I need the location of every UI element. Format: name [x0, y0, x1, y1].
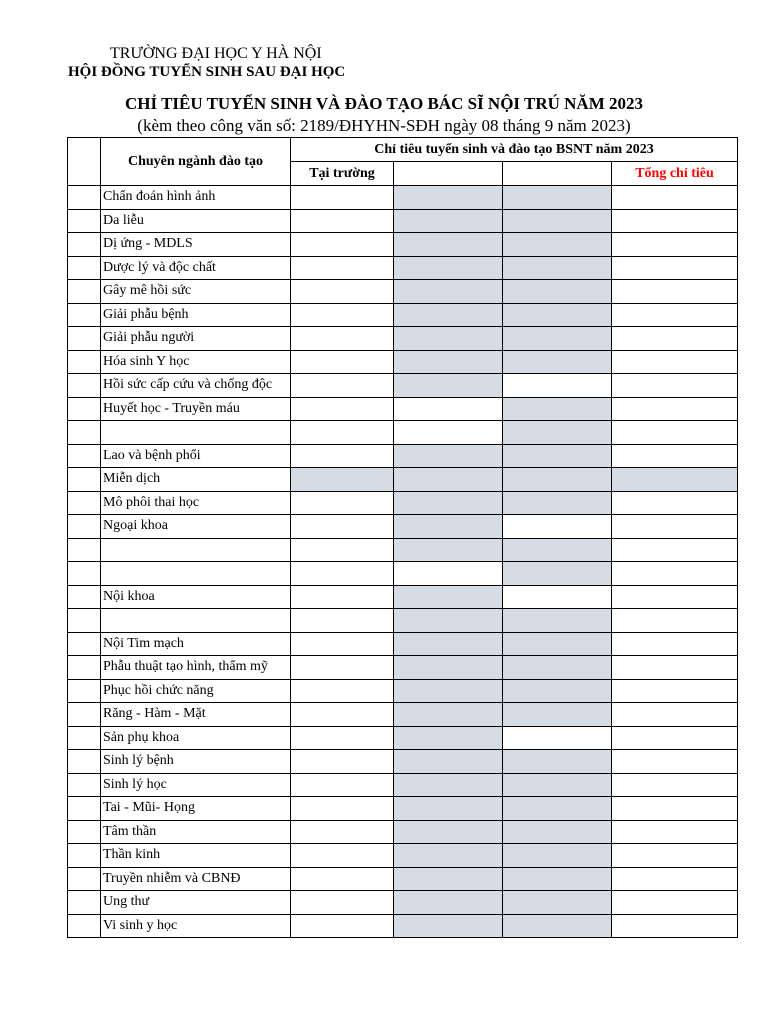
major-name-cell: Tai - Mũi- Họng	[101, 797, 291, 821]
index-cell	[68, 844, 101, 868]
at-school-cell	[291, 538, 394, 562]
table-row	[68, 280, 738, 304]
table-row	[68, 656, 738, 680]
quota-cell	[503, 303, 612, 327]
table-row	[68, 844, 738, 868]
table-row	[68, 397, 738, 421]
major-name-cell: Phẫu thuật tạo hình, thẩm mỹ	[101, 656, 291, 680]
index-cell	[68, 726, 101, 750]
table-row	[68, 679, 738, 703]
major-name-cell	[101, 538, 291, 562]
group-header: Chỉ tiêu tuyển sinh và đào tạo BSNT năm 2023	[291, 138, 738, 162]
quota-cell	[394, 797, 503, 821]
at-school-cell	[291, 632, 394, 656]
quota-cell	[394, 844, 503, 868]
quota-cell	[394, 703, 503, 727]
index-cell	[68, 303, 101, 327]
table-row	[68, 914, 738, 938]
quota-cell	[503, 844, 612, 868]
at-school-cell	[291, 350, 394, 374]
major-name-cell: Hồi sức cấp cứu và chống độc	[101, 374, 291, 398]
major-name-cell: Truyền nhiễm và CBNĐ	[101, 867, 291, 891]
council-name: HỘI ĐỒNG TUYỂN SINH SAU ĐẠI HỌC	[68, 64, 346, 80]
table-row	[68, 233, 738, 257]
quota-cell	[394, 468, 503, 492]
at-school-cell	[291, 303, 394, 327]
quota-cell	[394, 491, 503, 515]
major-name-cell: Gây mê hồi sức	[101, 280, 291, 304]
quota-cell	[503, 726, 612, 750]
at-school-cell	[291, 773, 394, 797]
quota-cell	[394, 750, 503, 774]
index-cell	[68, 444, 101, 468]
major-name-cell: Sản phụ khoa	[101, 726, 291, 750]
index-cell	[68, 750, 101, 774]
quota-cell	[394, 773, 503, 797]
quota-cell	[503, 421, 612, 445]
quota-cell	[503, 632, 612, 656]
document-subtitle: (kèm theo công văn số: 2189/ĐHYHN-SĐH ngày 08 tháng 9 năm 2023)	[137, 116, 631, 135]
major-name-cell: Thần kinh	[101, 844, 291, 868]
total-quota-cell	[612, 374, 738, 398]
quota-cell	[503, 397, 612, 421]
at-school-cell	[291, 491, 394, 515]
table-row	[68, 797, 738, 821]
quota-cell	[503, 820, 612, 844]
major-name-cell	[101, 609, 291, 633]
major-name-cell: Phục hồi chức năng	[101, 679, 291, 703]
at-school-cell	[291, 468, 394, 492]
quota-cell	[394, 350, 503, 374]
at-school-cell	[291, 703, 394, 727]
major-name-cell: Giải phẫu bệnh	[101, 303, 291, 327]
index-cell	[68, 327, 101, 351]
total-quota-cell	[612, 186, 738, 210]
total-quota-cell	[612, 797, 738, 821]
major-name-cell: Miễn dịch	[101, 468, 291, 492]
quota-cell	[394, 374, 503, 398]
index-cell	[68, 632, 101, 656]
quota-cell	[503, 656, 612, 680]
table-row	[68, 256, 738, 280]
quota-cell	[394, 609, 503, 633]
index-cell	[68, 468, 101, 492]
table-row	[68, 703, 738, 727]
at-school-cell	[291, 374, 394, 398]
quota-cell	[503, 703, 612, 727]
quota-cell	[503, 867, 612, 891]
table-row	[68, 726, 738, 750]
quota-cell	[503, 750, 612, 774]
total-quota-cell	[612, 327, 738, 351]
table-row	[68, 186, 738, 210]
major-name-cell: Tâm thần	[101, 820, 291, 844]
index-cell	[68, 374, 101, 398]
at-school-cell	[291, 397, 394, 421]
index-cell	[68, 562, 101, 586]
quota-cell	[503, 350, 612, 374]
index-cell	[68, 609, 101, 633]
index-cell	[68, 350, 101, 374]
at-school-cell	[291, 609, 394, 633]
index-cell	[68, 209, 101, 233]
total-quota-cell	[612, 679, 738, 703]
major-name-cell	[101, 562, 291, 586]
index-cell	[68, 397, 101, 421]
table-body	[68, 186, 738, 938]
total-quota-cell	[612, 562, 738, 586]
major-name-cell: Nội khoa	[101, 585, 291, 609]
index-cell	[68, 703, 101, 727]
major-name-cell: Hóa sinh Y học	[101, 350, 291, 374]
total-quota-cell	[612, 867, 738, 891]
major-name-cell: Nội Tim mạch	[101, 632, 291, 656]
at-school-cell	[291, 256, 394, 280]
index-cell	[68, 186, 101, 210]
index-header	[68, 138, 101, 186]
table-row	[68, 773, 738, 797]
quota-cell	[394, 656, 503, 680]
quota-cell	[394, 515, 503, 539]
at-school-cell	[291, 891, 394, 915]
major-name-cell: Lao và bệnh phổi	[101, 444, 291, 468]
at-school-cell	[291, 562, 394, 586]
table-row	[68, 209, 738, 233]
table-row	[68, 585, 738, 609]
major-name-cell: Huyết học - Truyền máu	[101, 397, 291, 421]
quota-cell	[394, 585, 503, 609]
quota-cell	[394, 421, 503, 445]
index-cell	[68, 797, 101, 821]
at-school-cell	[291, 844, 394, 868]
quota-col-header	[394, 162, 503, 186]
quota-cell	[394, 562, 503, 586]
major-name-cell: Da liễu	[101, 209, 291, 233]
at-school-cell	[291, 797, 394, 821]
at-school-cell	[291, 209, 394, 233]
table-row	[68, 327, 738, 351]
quota-cell	[503, 468, 612, 492]
quota-cell	[394, 186, 503, 210]
quota-cell	[503, 609, 612, 633]
total-quota-cell	[612, 468, 738, 492]
total-quota-cell	[612, 444, 738, 468]
index-cell	[68, 656, 101, 680]
total-quota-cell	[612, 515, 738, 539]
major-name-cell: Răng - Hàm - Mặt	[101, 703, 291, 727]
at-school-header: Tại trường	[291, 162, 394, 186]
quota-cell	[394, 303, 503, 327]
table-row	[68, 374, 738, 398]
total-quota-cell	[612, 491, 738, 515]
quota-cell	[503, 538, 612, 562]
total-quota-cell	[612, 209, 738, 233]
at-school-cell	[291, 585, 394, 609]
index-cell	[68, 515, 101, 539]
at-school-cell	[291, 515, 394, 539]
table-row	[68, 515, 738, 539]
quota-cell	[503, 914, 612, 938]
total-quota-cell	[612, 233, 738, 257]
total-quota-cell	[612, 350, 738, 374]
quota-cell	[503, 797, 612, 821]
major-name-cell: Ung thư	[101, 891, 291, 915]
major-name-cell: Sinh lý học	[101, 773, 291, 797]
university-name: TRƯỜNG ĐẠI HỌC Y HÀ NỘI	[110, 45, 322, 62]
table-row	[68, 468, 738, 492]
quota-cell	[394, 726, 503, 750]
at-school-cell	[291, 820, 394, 844]
total-quota-cell	[612, 585, 738, 609]
quota-cell	[503, 444, 612, 468]
index-cell	[68, 538, 101, 562]
quota-cell	[394, 891, 503, 915]
quota-cell	[503, 491, 612, 515]
quota-cell	[394, 867, 503, 891]
table-row	[68, 632, 738, 656]
index-cell	[68, 914, 101, 938]
quota-cell	[394, 209, 503, 233]
major-name-cell	[101, 421, 291, 445]
total-quota-cell	[612, 703, 738, 727]
quota-cell	[394, 444, 503, 468]
quota-cell	[394, 280, 503, 304]
table-row	[68, 350, 738, 374]
quota-cell	[503, 374, 612, 398]
quota-cell	[394, 820, 503, 844]
at-school-cell	[291, 186, 394, 210]
total-quota-cell	[612, 820, 738, 844]
index-cell	[68, 233, 101, 257]
quota-cell	[503, 891, 612, 915]
at-school-cell	[291, 914, 394, 938]
total-quota-cell	[612, 280, 738, 304]
quota-cell	[503, 233, 612, 257]
major-name-cell: Dị ứng - MDLS	[101, 233, 291, 257]
index-cell	[68, 891, 101, 915]
major-name-cell: Vi sinh y học	[101, 914, 291, 938]
table-row	[68, 303, 738, 327]
table-row	[68, 891, 738, 915]
quota-cell	[503, 679, 612, 703]
table-row	[68, 820, 738, 844]
table-row	[68, 750, 738, 774]
quota-cell	[503, 515, 612, 539]
table-row	[68, 444, 738, 468]
quota-table	[67, 137, 738, 938]
quota-cell	[394, 233, 503, 257]
major-header: Chuyên ngành đào tạo	[101, 138, 291, 186]
at-school-cell	[291, 750, 394, 774]
quota-cell	[503, 773, 612, 797]
at-school-cell	[291, 679, 394, 703]
index-cell	[68, 585, 101, 609]
index-cell	[68, 280, 101, 304]
quota-col-header	[503, 162, 612, 186]
at-school-cell	[291, 726, 394, 750]
table-row	[68, 609, 738, 633]
major-name-cell: Sinh lý bệnh	[101, 750, 291, 774]
at-school-cell	[291, 280, 394, 304]
total-quota-cell	[612, 609, 738, 633]
index-cell	[68, 491, 101, 515]
document-title: CHỈ TIÊU TUYỂN SINH VÀ ĐÀO TẠO BÁC SĨ NỘI TRÚ NĂM 2023	[125, 94, 643, 113]
index-cell	[68, 867, 101, 891]
total-quota-cell	[612, 844, 738, 868]
quota-cell	[503, 209, 612, 233]
at-school-cell	[291, 327, 394, 351]
total-quota-cell	[612, 397, 738, 421]
total-quota-cell	[612, 750, 738, 774]
at-school-cell	[291, 444, 394, 468]
major-name-cell: Ngoại khoa	[101, 515, 291, 539]
table-row	[68, 867, 738, 891]
quota-cell	[503, 562, 612, 586]
index-cell	[68, 679, 101, 703]
index-cell	[68, 773, 101, 797]
table-row	[68, 562, 738, 586]
quota-cell	[394, 327, 503, 351]
index-cell	[68, 820, 101, 844]
total-quota-cell	[612, 256, 738, 280]
total-quota-cell	[612, 421, 738, 445]
quota-cell	[503, 186, 612, 210]
quota-cell	[394, 632, 503, 656]
at-school-cell	[291, 421, 394, 445]
total-quota-cell	[612, 656, 738, 680]
quota-cell	[503, 327, 612, 351]
total-quota-cell	[612, 538, 738, 562]
total-quota-cell	[612, 726, 738, 750]
index-cell	[68, 256, 101, 280]
total-quota-cell	[612, 914, 738, 938]
at-school-cell	[291, 233, 394, 257]
index-cell	[68, 421, 101, 445]
quota-cell	[394, 397, 503, 421]
total-quota-cell	[612, 773, 738, 797]
major-name-cell: Giải phẫu người	[101, 327, 291, 351]
major-name-cell: Mô phôi thai học	[101, 491, 291, 515]
quota-cell	[394, 538, 503, 562]
at-school-cell	[291, 656, 394, 680]
table-row	[68, 491, 738, 515]
at-school-cell	[291, 867, 394, 891]
table-row	[68, 538, 738, 562]
major-name-cell: Dược lý và độc chất	[101, 256, 291, 280]
table-row	[68, 421, 738, 445]
quota-cell	[503, 256, 612, 280]
quota-cell	[394, 914, 503, 938]
total-quota-cell	[612, 303, 738, 327]
total-quota-cell	[612, 891, 738, 915]
quota-cell	[394, 679, 503, 703]
total-quota-cell	[612, 632, 738, 656]
quota-cell	[503, 585, 612, 609]
major-name-cell: Chẩn đoán hình ảnh	[101, 186, 291, 210]
quota-cell	[503, 280, 612, 304]
total-quota-header: Tổng chỉ tiêu	[612, 162, 738, 186]
quota-cell	[394, 256, 503, 280]
